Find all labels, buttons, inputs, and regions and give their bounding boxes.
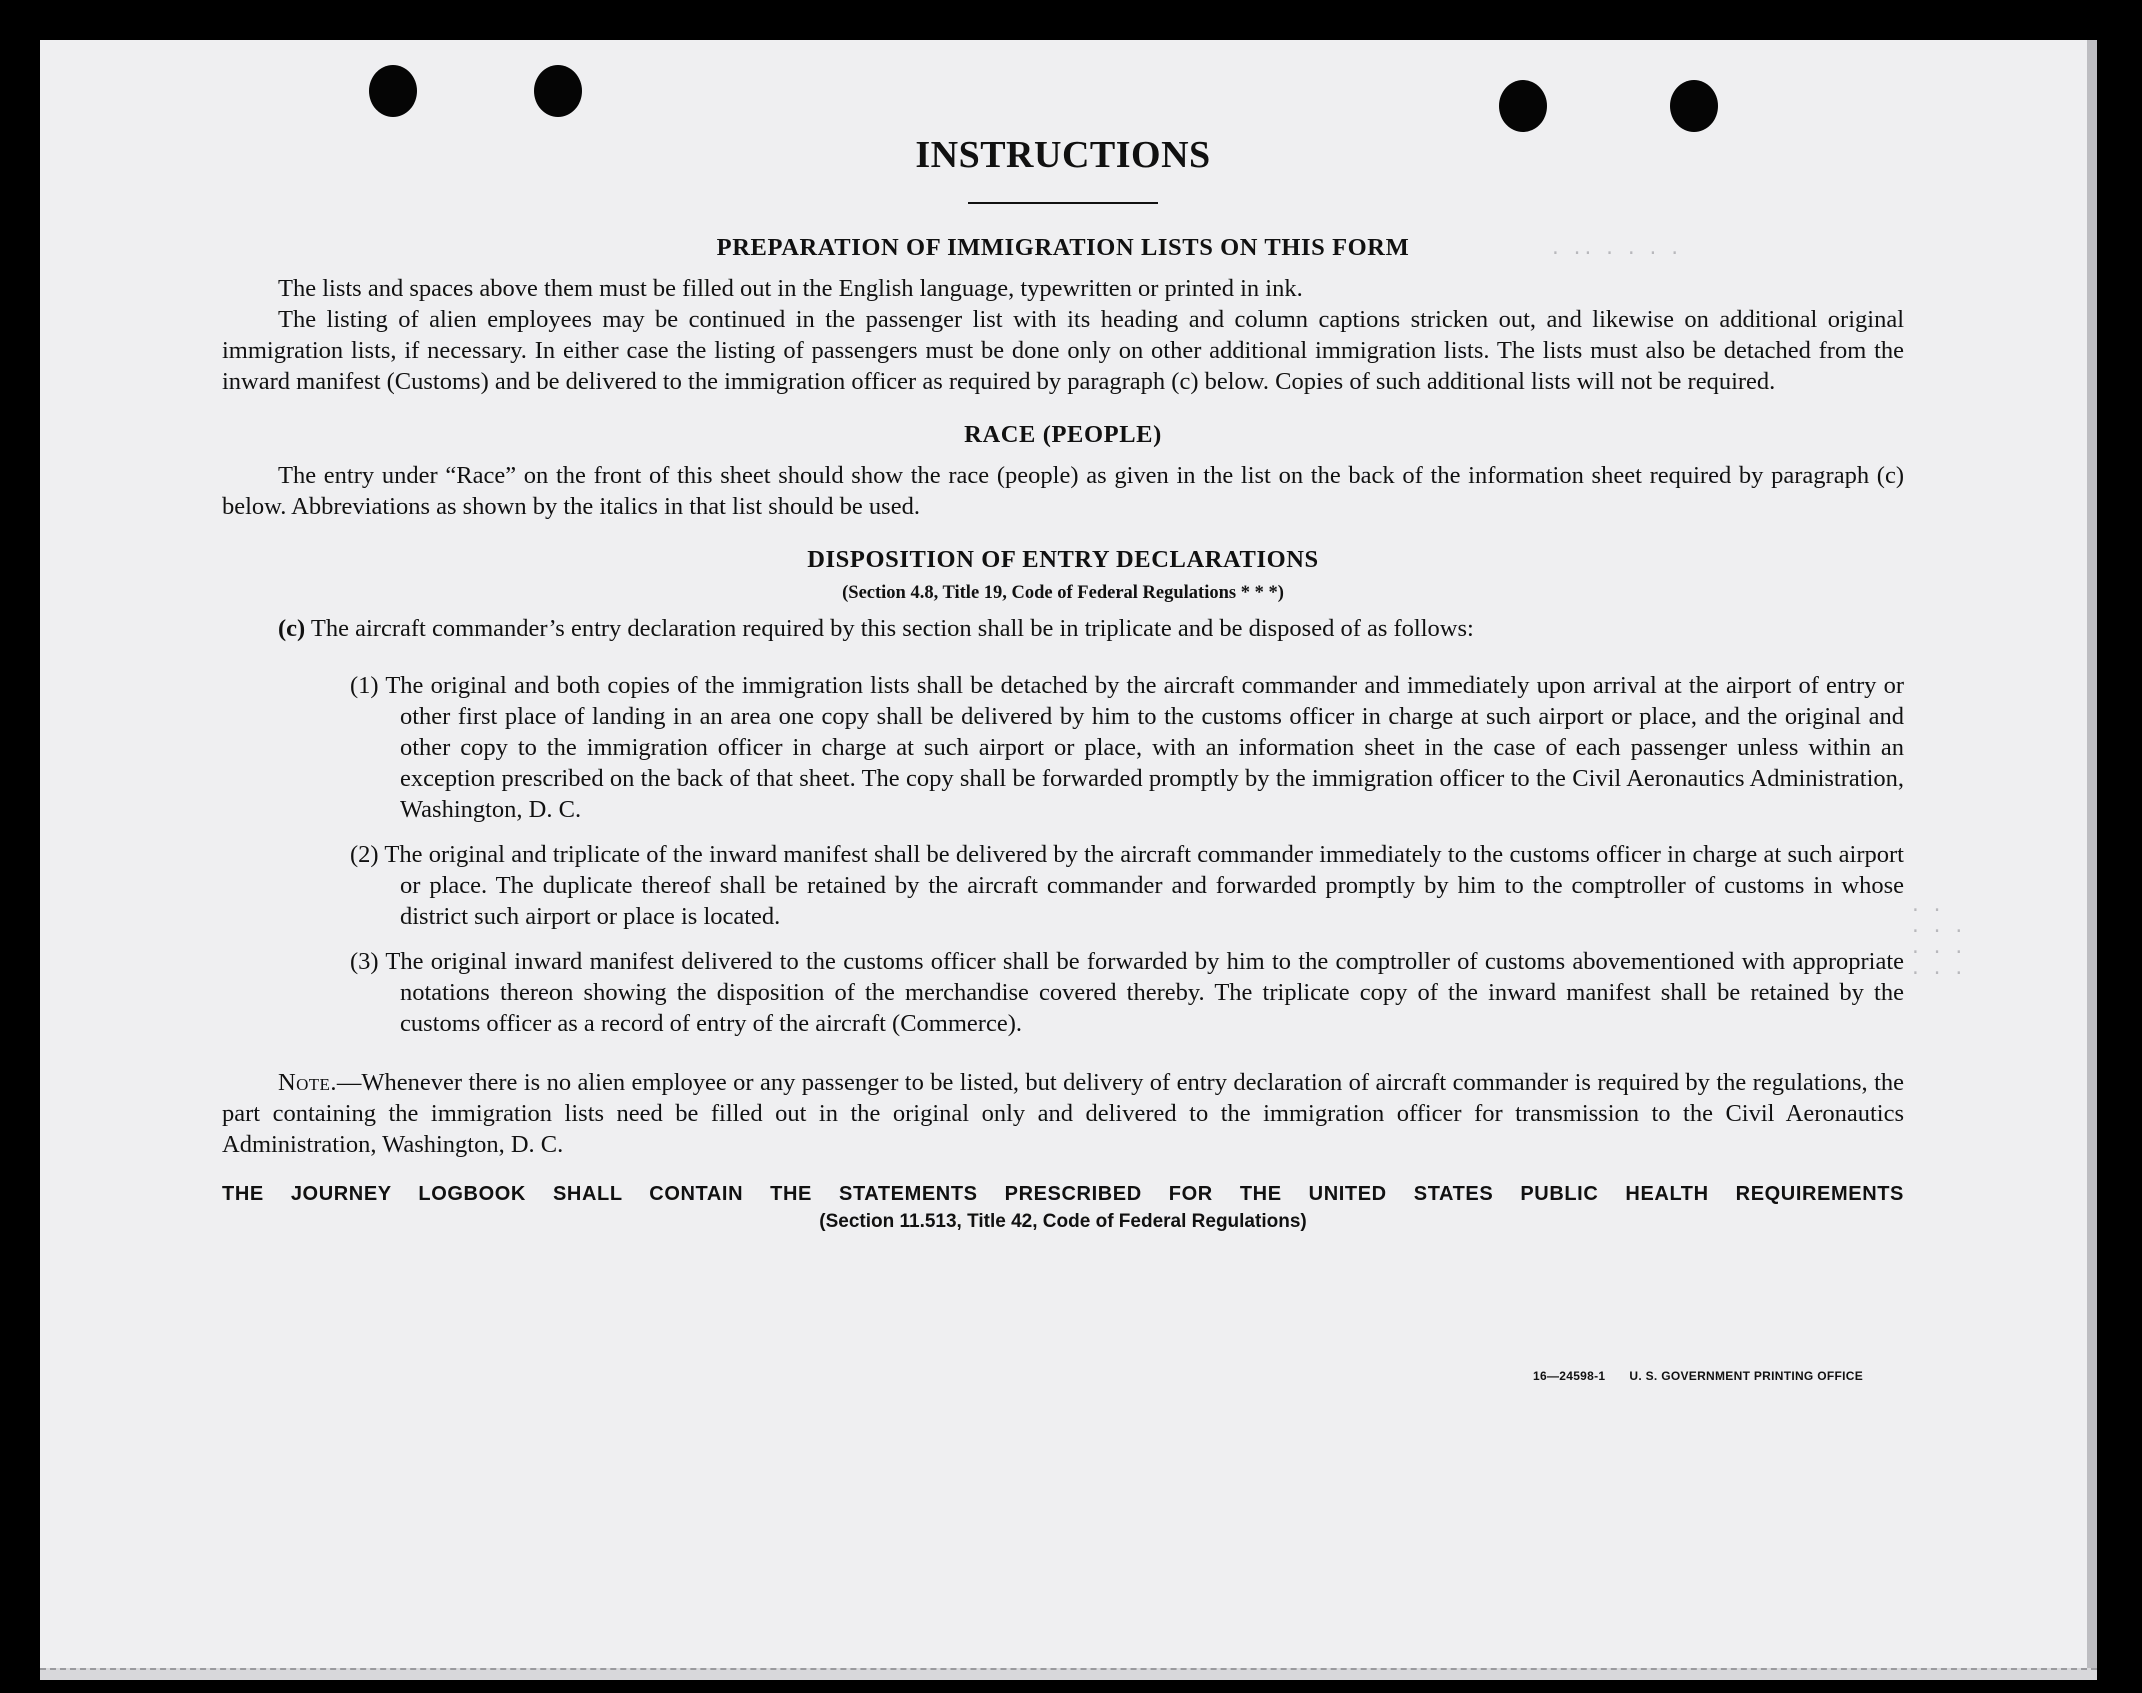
note-paragraph	[222, 1067, 1904, 1160]
printer-footer	[1533, 1369, 1863, 1383]
punch-hole-icon	[1670, 80, 1718, 132]
paragraph: The lists and spaces above them must be filled out in the English language, typewritten or printed in ink.	[278, 275, 1303, 302]
list-item	[222, 946, 1904, 1039]
list-item	[222, 670, 1904, 825]
paragraph-c	[222, 613, 1904, 644]
document-sheet	[40, 40, 2097, 1680]
page-title: INSTRUCTIONS	[915, 134, 1211, 176]
section-heading-preparation: PREPARATION OF IMMIGRATION LISTS ON THIS FORM	[716, 234, 1410, 261]
sheet-edge	[2087, 40, 2097, 1680]
paragraph: The entry under “Race” on the front of this sheet should show the race (people) as given in the list on the back of the information sheet required by paragraph (c) below. Abbreviations as shown by the italics in that list should be used.	[222, 462, 1904, 520]
section-heading-disposition: DISPOSITION OF ENTRY DECLARATIONS	[807, 546, 1319, 573]
punch-hole-icon	[534, 65, 582, 117]
list-item-text: The original and triplicate of the inward manifest shall be delivered by the aircraft commander immediately to the customs officer in charge at such airport or place. The duplicate thereof shall be retained by the aircraft commander and forwarded promptly by him to the comptroller of customs in whose district such airport or place is located.	[384, 841, 1904, 930]
list-item-label: (3)	[350, 948, 379, 975]
health-requirement-citation: (Section 11.513, Title 42, Code of Federal Regulations)	[819, 1211, 1307, 1232]
paragraph-c-text: The aircraft commander’s entry declaration required by this section shall be in triplicate and be disposed of as follows:	[310, 615, 1474, 642]
list-item-label: (1)	[350, 672, 379, 699]
form-code: 16—24598-1	[1533, 1369, 1606, 1383]
bleed-through-mark: · ·· · · · ·	[1550, 243, 1681, 264]
list-item-label: (2)	[350, 841, 379, 868]
list-item-text: The original inward manifest delivered to the customs officer shall be forwarded by him to the comptroller of customs abovementioned with appropriate notations thereon showing the disposition of the merchandise covered thereby. The triplicate copy of the inward manifest shall be retained by the customs officer as a record of entry of the aircraft (Commerce).	[385, 948, 1904, 1037]
list-item	[222, 839, 1904, 932]
printer-name: U. S. GOVERNMENT PRINTING OFFICE	[1629, 1369, 1863, 1383]
health-requirement-line: THE JOURNEY LOGBOOK SHALL CONTAIN THE STATEMENTS PRESCRIBED FOR THE UNITED STATES PUBLIC HEALTH REQUIREMENTS	[222, 1183, 1904, 1205]
title-rule	[968, 202, 1158, 204]
perforated-edge	[40, 1668, 2097, 1680]
instructions-content	[222, 130, 1904, 1236]
note-label: Note.	[278, 1069, 337, 1096]
paragraph: The listing of alien employees may be continued in the passenger list with its heading and column captions stricken out, and likewise on additional original immigration lists, if necessary. In either case the listing of passengers must be done only on other additional immigration lists. The lists must also be detached from the inward manifest (Customs) and be delivered to the immigration officer as required by paragraph (c) below. Copies of such additional lists will not be required.	[222, 306, 1904, 395]
list-item-text: The original and both copies of the immigration lists shall be detached by the aircraft commander and immediately upon arrival at the airport of entry or other first place of landing in an area one copy shall be delivered by him to the customs officer in charge at such airport or place, and the original and other copy to the immigration officer in charge at such airport or place, with an information sheet in the case of each passenger unless within an exception prescribed on the back of that sheet. The copy shall be forwarded promptly by the immigration officer to the Civil Aeronautics Administration, Washington, D. C.	[385, 672, 1904, 823]
section-heading-race: RACE (PEOPLE)	[964, 421, 1162, 448]
paragraph-label: (c)	[278, 615, 306, 642]
note-text: —Whenever there is no alien employee or any passenger to be listed, but delivery of entry declaration of aircraft commander is required by the regulations, the part containing the immigration lists need be filled out in the original only and delivered to the immigration officer for transmission to the Civil Aeronautics Administration, Washington, D. C.	[222, 1069, 1904, 1158]
punch-hole-icon	[1499, 80, 1547, 132]
bleed-through-mark: · · · · · · · · · · ·	[1910, 900, 1965, 984]
section-citation: (Section 4.8, Title 19, Code of Federal Regulations * * *)	[842, 583, 1284, 603]
punch-hole-icon	[369, 65, 417, 117]
